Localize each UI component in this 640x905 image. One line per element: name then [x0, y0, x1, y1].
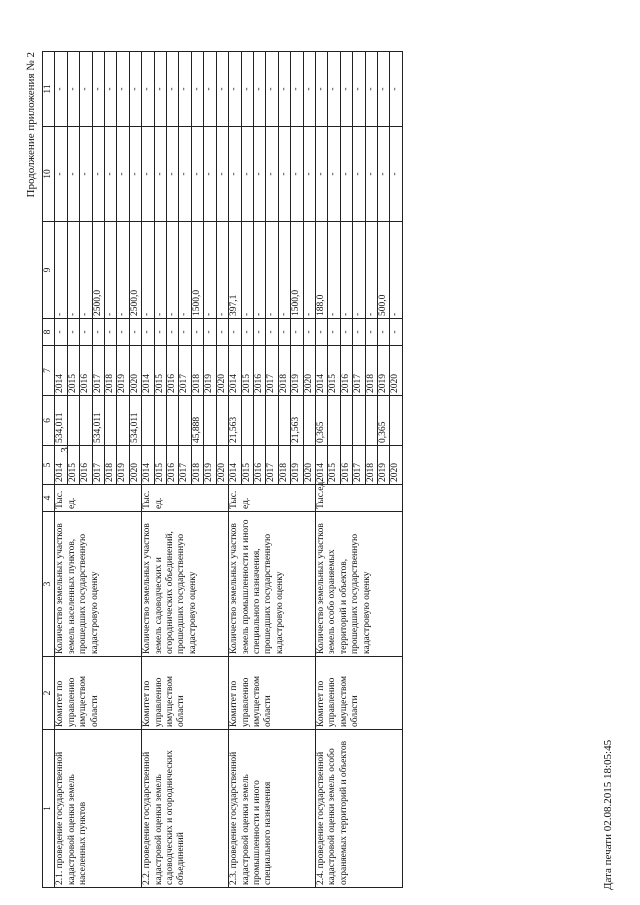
funding-cell: -	[291, 52, 303, 127]
year-cell: 2019	[291, 446, 303, 485]
funding-cell: -	[253, 222, 265, 319]
column-header: 7	[43, 346, 55, 396]
year-cell: 2015	[241, 446, 253, 485]
table-row	[229, 52, 241, 888]
funding-cell: -	[266, 127, 278, 222]
column-header: 11	[43, 52, 55, 127]
funding-year-cell: 2018	[105, 346, 117, 396]
funding-cell: -	[241, 319, 253, 346]
funding-cell: -	[390, 222, 402, 319]
funding-year-cell: 2020	[303, 346, 315, 396]
year-cell: 2016	[80, 446, 92, 485]
target-value-cell: 534,011	[129, 396, 141, 446]
funding-cell: -	[390, 319, 402, 346]
appendix-continuation-title: Продолжение приложения № 2	[25, 52, 37, 198]
funding-year-cell: 2016	[253, 346, 265, 396]
year-cell: 2018	[365, 446, 377, 485]
target-value-cell	[340, 396, 352, 446]
funding-cell: -	[191, 127, 203, 222]
funding-year-cell: 2015	[328, 346, 340, 396]
funding-cell: -	[377, 319, 389, 346]
funding-cell: -	[278, 222, 290, 319]
target-value-cell	[390, 396, 402, 446]
funding-cell: -	[353, 52, 365, 127]
funding-cell: -	[253, 319, 265, 346]
year-cell: 2019	[117, 446, 129, 485]
year-cell: 2014	[315, 446, 327, 485]
funding-cell: -	[266, 222, 278, 319]
column-header: 1	[43, 730, 55, 888]
funding-cell: -	[328, 127, 340, 222]
funding-cell: -	[241, 127, 253, 222]
funding-cell: -	[105, 222, 117, 319]
funding-cell: -	[55, 222, 67, 319]
target-value-cell	[353, 396, 365, 446]
funding-year-cell: 2018	[278, 346, 290, 396]
funding-cell: -	[291, 127, 303, 222]
target-value-cell	[216, 396, 228, 446]
funding-cell: -	[154, 127, 166, 222]
event-name-cell: 2.3. проведение государственной кадастровой оценки земель промышленности и иного специального назначения	[229, 730, 316, 888]
funding-cell: -	[179, 222, 191, 319]
funding-cell: 500,0	[377, 222, 389, 319]
target-value-cell: 534,011	[55, 396, 67, 446]
year-cell: 2017	[353, 446, 365, 485]
column-header: 9	[43, 222, 55, 319]
funding-cell: -	[80, 127, 92, 222]
funding-cell: -	[105, 52, 117, 127]
funding-year-cell: 2017	[179, 346, 191, 396]
indicator-cell: Количество земельных участков земель населенных пунктов, прошедших государственную кадастровую оценку	[55, 512, 142, 657]
table-row	[315, 52, 327, 888]
indicator-cell: Количество земельных участков земель особо охраняемых территорий и объектов, прошедших государственную кадастровую оценку	[315, 512, 402, 657]
funding-cell: -	[179, 319, 191, 346]
year-cell: 2019	[204, 446, 216, 485]
year-cell: 2020	[216, 446, 228, 485]
funding-cell: -	[278, 127, 290, 222]
funding-year-cell: 2020	[390, 346, 402, 396]
funding-cell: -	[229, 52, 241, 127]
funding-cell: -	[191, 319, 203, 346]
funding-cell: -	[315, 127, 327, 222]
funding-cell: -	[117, 52, 129, 127]
funding-cell: -	[328, 319, 340, 346]
column-header: 10	[43, 127, 55, 222]
funding-cell: -	[303, 52, 315, 127]
year-cell: 2018	[105, 446, 117, 485]
funding-cell: -	[191, 52, 203, 127]
target-value-cell	[179, 396, 191, 446]
funding-year-cell: 2016	[340, 346, 352, 396]
funding-cell: 397,1	[229, 222, 241, 319]
funding-cell: -	[365, 127, 377, 222]
funding-cell: 2500,0	[129, 222, 141, 319]
funding-year-cell: 2019	[291, 346, 303, 396]
year-cell: 2016	[167, 446, 179, 485]
funding-cell: -	[204, 222, 216, 319]
target-value-cell	[328, 396, 340, 446]
funding-cell: -	[154, 222, 166, 319]
funding-cell: -	[55, 52, 67, 127]
year-cell: 2017	[179, 446, 191, 485]
executor-cell: Комитет по управлению имуществом области	[315, 657, 402, 730]
target-value-cell: 21,563	[229, 396, 241, 446]
funding-cell: -	[67, 222, 79, 319]
column-header: 4	[43, 485, 55, 512]
target-value-cell	[204, 396, 216, 446]
page-number: 3	[59, 447, 71, 453]
funding-year-cell: 2016	[167, 346, 179, 396]
column-header: 6	[43, 396, 55, 446]
funding-year-cell: 2015	[241, 346, 253, 396]
funding-cell: -	[216, 52, 228, 127]
funding-cell: -	[167, 52, 179, 127]
funding-cell: 188,0	[315, 222, 327, 319]
funding-cell: -	[377, 52, 389, 127]
column-header: 5	[43, 446, 55, 485]
funding-cell: -	[353, 222, 365, 319]
target-value-cell	[278, 396, 290, 446]
target-value-cell: 534,011	[92, 396, 104, 446]
target-value-cell	[365, 396, 377, 446]
funding-year-cell: 2014	[55, 346, 67, 396]
unit-cell: Тыс. ед.	[229, 485, 316, 512]
target-value-cell	[303, 396, 315, 446]
funding-cell: -	[216, 127, 228, 222]
funding-cell: -	[229, 319, 241, 346]
funding-cell: -	[204, 127, 216, 222]
target-value-cell	[154, 396, 166, 446]
year-cell: 2017	[92, 446, 104, 485]
funding-cell: -	[216, 222, 228, 319]
funding-cell: -	[167, 127, 179, 222]
unit-cell: Тыс. ед.	[55, 485, 142, 512]
unit-cell: Тыс. ед.	[142, 485, 229, 512]
indicator-cell: Количество земельных участков земель промышленности и иного специального назначения, прошедших государственную кадастровую оценку	[229, 512, 316, 657]
funding-year-cell: 2014	[229, 346, 241, 396]
funding-cell: -	[179, 127, 191, 222]
target-value-cell	[67, 396, 79, 446]
funding-cell: -	[303, 127, 315, 222]
table-row	[142, 52, 154, 888]
funding-cell: -	[278, 319, 290, 346]
year-cell: 2020	[303, 446, 315, 485]
funding-year-cell: 2020	[216, 346, 228, 396]
funding-cell: -	[129, 319, 141, 346]
funding-year-cell: 2014	[142, 346, 154, 396]
funding-cell: -	[204, 52, 216, 127]
year-cell: 2014	[142, 446, 154, 485]
funding-cell: -	[241, 222, 253, 319]
funding-cell: -	[55, 319, 67, 346]
funding-cell: -	[105, 319, 117, 346]
funding-year-cell: 2019	[117, 346, 129, 396]
column-header: 8	[43, 319, 55, 346]
year-cell: 2018	[278, 446, 290, 485]
funding-year-cell: 2016	[80, 346, 92, 396]
funding-year-cell: 2019	[377, 346, 389, 396]
indicator-cell: Количество земельных участков земель садоводческих и огороднических объединений, прошедших государственную кадастровую оценку	[142, 512, 229, 657]
funding-year-cell: 2017	[353, 346, 365, 396]
year-cell: 2016	[340, 446, 352, 485]
target-value-cell	[266, 396, 278, 446]
funding-cell: -	[92, 319, 104, 346]
funding-cell: -	[167, 222, 179, 319]
funding-year-cell: 2017	[266, 346, 278, 396]
funding-cell: -	[67, 127, 79, 222]
funding-cell: -	[129, 127, 141, 222]
target-value-cell	[105, 396, 117, 446]
funding-cell: -	[117, 319, 129, 346]
funding-year-cell: 2014	[315, 346, 327, 396]
funding-cell: -	[80, 319, 92, 346]
funding-cell: -	[55, 127, 67, 222]
funding-cell: -	[129, 52, 141, 127]
target-value-cell: 0,365	[315, 396, 327, 446]
funding-cell: -	[80, 52, 92, 127]
funding-cell: -	[142, 127, 154, 222]
funding-year-cell: 2019	[204, 346, 216, 396]
unit-cell: Тыс.ед.	[315, 485, 402, 512]
funding-cell: -	[142, 319, 154, 346]
target-value-cell: 45,888	[191, 396, 203, 446]
event-name-cell: 2.4. проведение государственной кадастровой оценки земель особо охраняемых территорий и объектов	[315, 730, 402, 888]
event-name-cell: 2.1. проведение государственной кадастровой оценки земель населенных пунктов	[55, 730, 142, 888]
funding-cell: -	[216, 319, 228, 346]
funding-cell: -	[266, 52, 278, 127]
funding-cell: -	[154, 319, 166, 346]
funding-cell: -	[241, 52, 253, 127]
funding-cell: 1500,0	[291, 222, 303, 319]
year-cell: 2017	[266, 446, 278, 485]
funding-cell: -	[390, 52, 402, 127]
column-header: 2	[43, 657, 55, 730]
funding-cell: 2500,0	[92, 222, 104, 319]
year-cell: 2014	[55, 446, 67, 485]
funding-cell: -	[340, 52, 352, 127]
funding-cell: -	[303, 319, 315, 346]
funding-cell: -	[315, 319, 327, 346]
target-value-cell	[253, 396, 265, 446]
year-cell: 2020	[390, 446, 402, 485]
target-value-cell	[241, 396, 253, 446]
funding-cell: -	[92, 127, 104, 222]
executor-cell: Комитет по управлению имуществом области	[55, 657, 142, 730]
funding-cell: -	[154, 52, 166, 127]
funding-year-cell: 2018	[191, 346, 203, 396]
funding-cell: -	[328, 52, 340, 127]
cadastral-assessment-table	[42, 51, 403, 888]
funding-cell: -	[142, 222, 154, 319]
funding-cell: -	[353, 319, 365, 346]
year-cell: 2016	[253, 446, 265, 485]
funding-cell: -	[390, 127, 402, 222]
target-value-cell	[80, 396, 92, 446]
funding-cell: -	[340, 222, 352, 319]
executor-cell: Комитет по управлению имуществом области	[142, 657, 229, 730]
column-header: 3	[43, 512, 55, 657]
funding-cell: -	[80, 222, 92, 319]
target-value-cell: 21,563	[291, 396, 303, 446]
funding-cell: -	[117, 222, 129, 319]
print-date: Дата печати 02.08.2015 18:05:45	[602, 739, 614, 890]
funding-cell: -	[340, 319, 352, 346]
funding-cell: -	[167, 319, 179, 346]
year-cell: 2018	[191, 446, 203, 485]
table-row	[55, 52, 67, 888]
target-value-cell: 0,365	[377, 396, 389, 446]
funding-cell: -	[105, 127, 117, 222]
funding-cell: -	[92, 52, 104, 127]
funding-year-cell: 2020	[129, 346, 141, 396]
year-cell: 2014	[229, 446, 241, 485]
funding-cell: -	[253, 52, 265, 127]
funding-cell: -	[142, 52, 154, 127]
target-value-cell	[167, 396, 179, 446]
target-value-cell	[142, 396, 154, 446]
year-cell: 2019	[377, 446, 389, 485]
funding-cell: -	[179, 52, 191, 127]
funding-cell: -	[365, 222, 377, 319]
funding-year-cell: 2015	[154, 346, 166, 396]
funding-cell: -	[266, 319, 278, 346]
funding-cell: -	[340, 127, 352, 222]
funding-cell: -	[353, 127, 365, 222]
funding-cell: -	[291, 319, 303, 346]
funding-cell: -	[365, 52, 377, 127]
year-cell: 2015	[67, 446, 79, 485]
funding-cell: -	[278, 52, 290, 127]
rotated-page	[20, 20, 620, 890]
funding-cell: -	[204, 319, 216, 346]
column-number-row	[43, 52, 55, 888]
funding-cell: -	[365, 319, 377, 346]
funding-cell: -	[117, 127, 129, 222]
year-cell: 2015	[154, 446, 166, 485]
funding-cell: -	[253, 127, 265, 222]
funding-cell: -	[377, 127, 389, 222]
funding-cell: -	[303, 222, 315, 319]
year-cell: 2015	[328, 446, 340, 485]
funding-cell: -	[67, 319, 79, 346]
funding-year-cell: 2018	[365, 346, 377, 396]
funding-year-cell: 2015	[67, 346, 79, 396]
executor-cell: Комитет по управлению имуществом области	[229, 657, 316, 730]
funding-cell: -	[315, 52, 327, 127]
year-cell: 2020	[129, 446, 141, 485]
event-name-cell: 2.2. проведение государственной кадастровой оценки земель садоводческих и огороднических объединений	[142, 730, 229, 888]
funding-year-cell: 2017	[92, 346, 104, 396]
funding-cell: -	[328, 222, 340, 319]
target-value-cell	[117, 396, 129, 446]
funding-cell: -	[229, 127, 241, 222]
funding-cell: -	[67, 52, 79, 127]
funding-cell: 1500,0	[191, 222, 203, 319]
table-body	[55, 52, 402, 888]
